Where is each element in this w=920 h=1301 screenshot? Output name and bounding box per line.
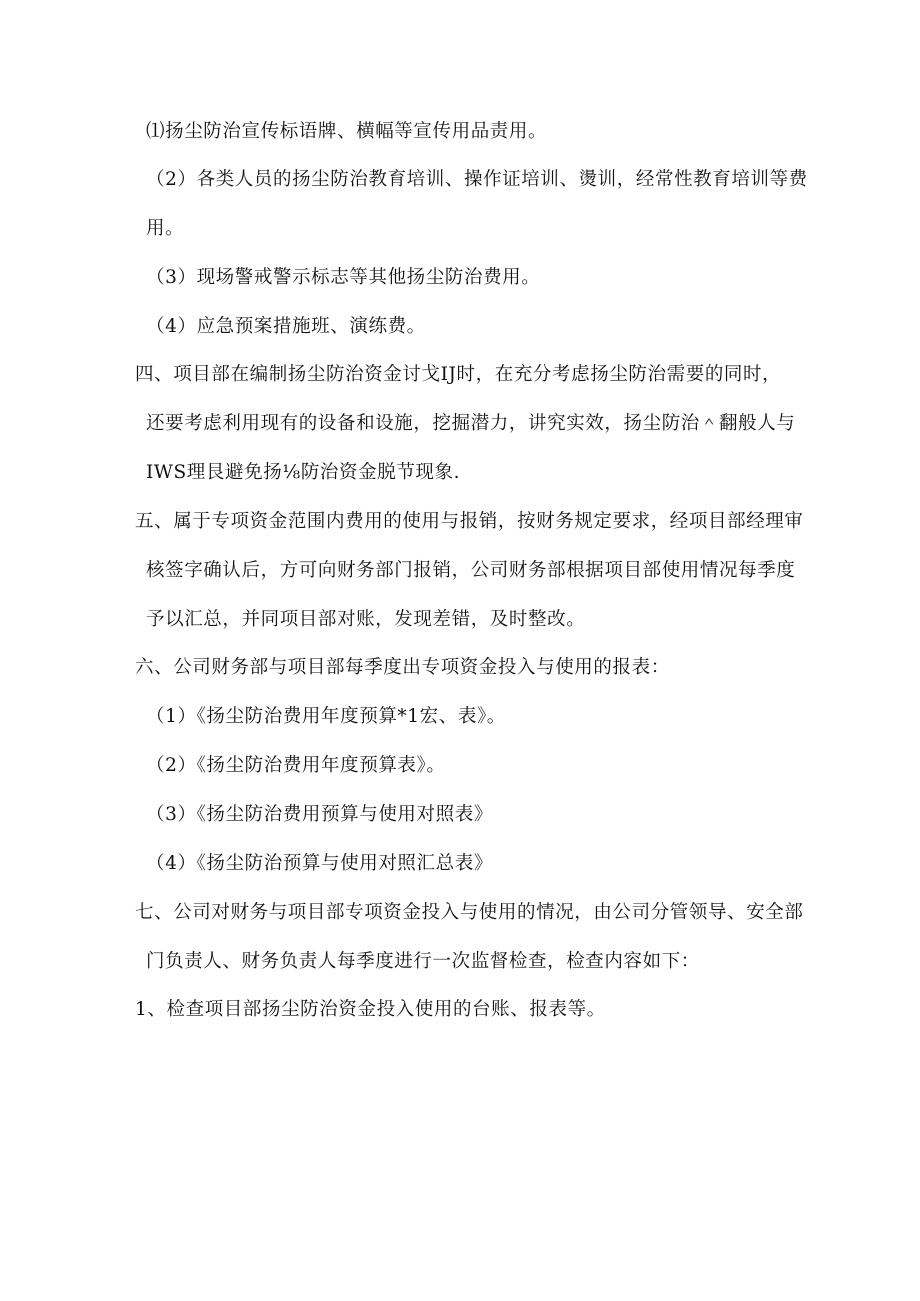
item-3-warning-signs: （3）现场警戒警示标志等其他扬尘防治费用。 [146,267,541,288]
item-1-promotional-signs: ⑴扬尘防治宣传标语牌、横幅等宣传用品责用。 [146,121,548,142]
section-4-line-1: 四、项目部在编制扬尘防治资金讨戈IJ时，在充分考虑扬尘防治需要的同时， [135,364,782,385]
report-1: （1）《扬尘防治费用年度预算*1宏、表》。 [146,706,506,727]
check-item-1: 1、检查项目部扬尘防治资金投入使用的台账、报表等。 [135,999,606,1020]
section-4-line-2: 还要考虑利用现有的设备和设施，挖掘潜力，讲究实效，扬尘防治＾翻般人与 [146,413,796,434]
report-4: （4）《扬尘防治预算与使用对照汇总表》 [146,853,493,874]
item-2-training-line-2: 用。 [146,218,185,239]
section-6-heading: 六、公司财务部与项目部每季度出专项资金投入与使用的报表： [135,657,670,678]
section-7-line-2: 门负责人、财务负责人每季度进行一次监督检查，检查内容如下： [146,951,700,972]
section-5-line-3: 予以汇总，并同项目部对账，发现差错，及时整改。 [146,609,586,630]
item-2-training-line-1: （2）各类人员的扬尘防治教育培训、操作证培训、燙训，经常性教育培训等费 [146,169,808,190]
section-5-line-2: 核签字确认后，方可向财务部门报销，公司财务部根据项目部使用情况每季度 [146,560,796,581]
report-3: （3）《扬尘防治费用预算与使用对照表》 [146,804,493,825]
section-5-line-1: 五、属于专项资金范围内费用的使用与报销，按财务规定要求，经项目部经理审 [135,511,804,532]
item-4-emergency-plan: （4）应急预案措施班、演练费。 [146,316,426,337]
section-7-line-1: 七、公司对财务与项目部专项资金投入与使用的情况，由公司分管领导、安全部 [135,902,804,923]
report-2: （2）《扬尘防治费用年度预算表》。 [146,755,446,776]
section-4-line-3: IWS理艮避免扬⅛防治资金脱节现象. [146,462,461,483]
